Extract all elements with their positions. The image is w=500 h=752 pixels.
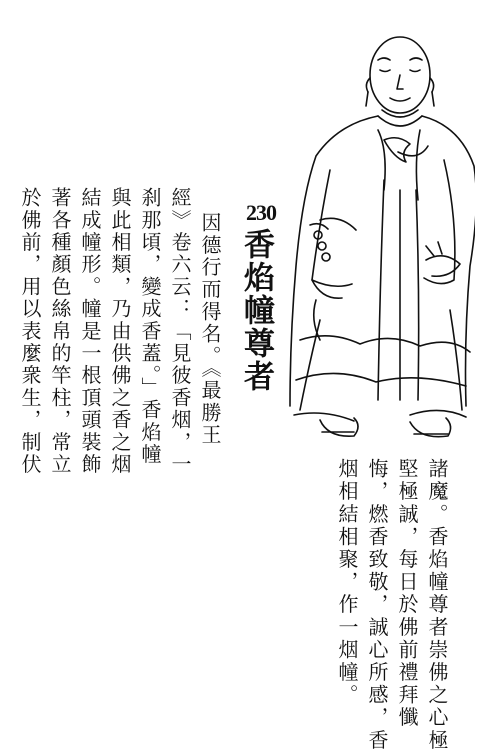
text-column: 於佛前，用以表麼衆生，制伏 bbox=[18, 187, 42, 476]
text-column: 與此相類，乃由供佛之香之烟 bbox=[108, 187, 132, 476]
text-column: 著各種顏色絲帛的竿柱，常立 bbox=[48, 187, 72, 476]
text-column: 堅極誠，每日於佛前禮拜懺 bbox=[395, 458, 419, 730]
text-column: 諸魔。香焰幢尊者崇佛之心極 bbox=[425, 458, 449, 752]
text-column: 結成幢形。幢是一根頂頭裝飾 bbox=[78, 187, 102, 476]
text-column: 悔，燃香致敬，誠心所感，香 bbox=[365, 458, 389, 752]
text-column: 因德行而得名。《最勝王 bbox=[198, 212, 222, 447]
entry-title: 香焰幢尊者 bbox=[238, 228, 274, 393]
arhat-line-drawing-icon bbox=[260, 20, 475, 450]
entry-number: 230 bbox=[246, 200, 276, 225]
text-column: 刹那頃，變成香蓋。」香焰幢 bbox=[138, 187, 162, 466]
text-column: 烟相結相聚，作一烟幢。 bbox=[335, 458, 359, 707]
text-column: 經》卷六云：「見彼香烟，一 bbox=[168, 187, 192, 476]
